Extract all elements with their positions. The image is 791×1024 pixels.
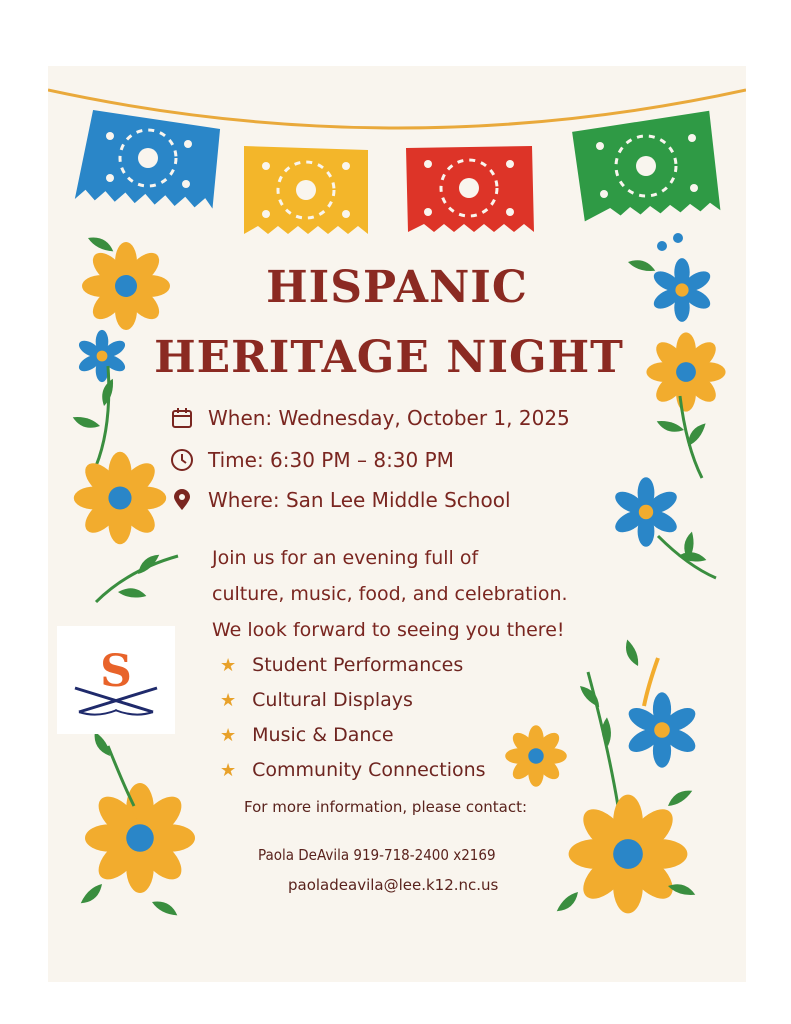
description-line: Join us for an evening full of: [212, 547, 479, 569]
clock-icon: [170, 448, 194, 472]
highlight-label: Cultural Displays: [252, 689, 413, 711]
flyer: [48, 66, 746, 982]
papel-picado-red: [406, 146, 534, 232]
highlight-label: Student Performances: [252, 654, 464, 676]
school-logo: [57, 626, 175, 734]
flower-left-bottom: [77, 729, 195, 921]
flower-right-bottom-cluster: [505, 638, 699, 913]
location-pin-icon: [170, 488, 194, 512]
highlight-label: Music & Dance: [252, 724, 394, 746]
title-line-1: HISPANIC: [266, 262, 528, 313]
star-icon: ★: [220, 689, 237, 711]
calendar-icon: [170, 406, 194, 430]
highlight-label: Community Connections: [252, 759, 486, 781]
highlight-item: [220, 724, 394, 746]
highlight-item: [220, 689, 413, 711]
event-time-text: Time: 6:30 PM – 8:30 PM: [208, 448, 454, 472]
description-line: culture, music, food, and celebration.: [212, 583, 568, 605]
title-line-2: HERITAGE NIGHT: [154, 332, 624, 383]
highlight-item: [220, 759, 486, 781]
event-time: [170, 448, 454, 472]
contact-email[interactable]: paoladeavila@lee.k12.nc.us: [288, 876, 499, 894]
papel-picado-blue: [75, 109, 221, 209]
decorative-art: [48, 66, 746, 982]
event-where: [170, 488, 511, 512]
event-where-text: Where: San Lee Middle School: [208, 488, 511, 512]
event-description: [212, 540, 692, 648]
papel-picado-green: [571, 110, 720, 221]
event-when-text: When: Wednesday, October 1, 2025: [208, 406, 570, 430]
star-icon: ★: [220, 654, 237, 676]
logo-letter: S: [100, 646, 132, 697]
description-line: We look forward to seeing you there!: [212, 619, 565, 641]
school-logo-art: [57, 626, 175, 734]
event-when: [170, 406, 570, 430]
papel-picado-yellow: [244, 146, 368, 234]
star-icon: ★: [220, 759, 237, 781]
contact-name-phone: Paola DeAvila 919-718-2400 x2169: [258, 846, 496, 864]
highlight-item: [220, 654, 463, 676]
contact-label: For more information, please contact:: [244, 798, 528, 816]
flower-left-mid: [74, 452, 178, 603]
star-icon: ★: [220, 724, 237, 746]
